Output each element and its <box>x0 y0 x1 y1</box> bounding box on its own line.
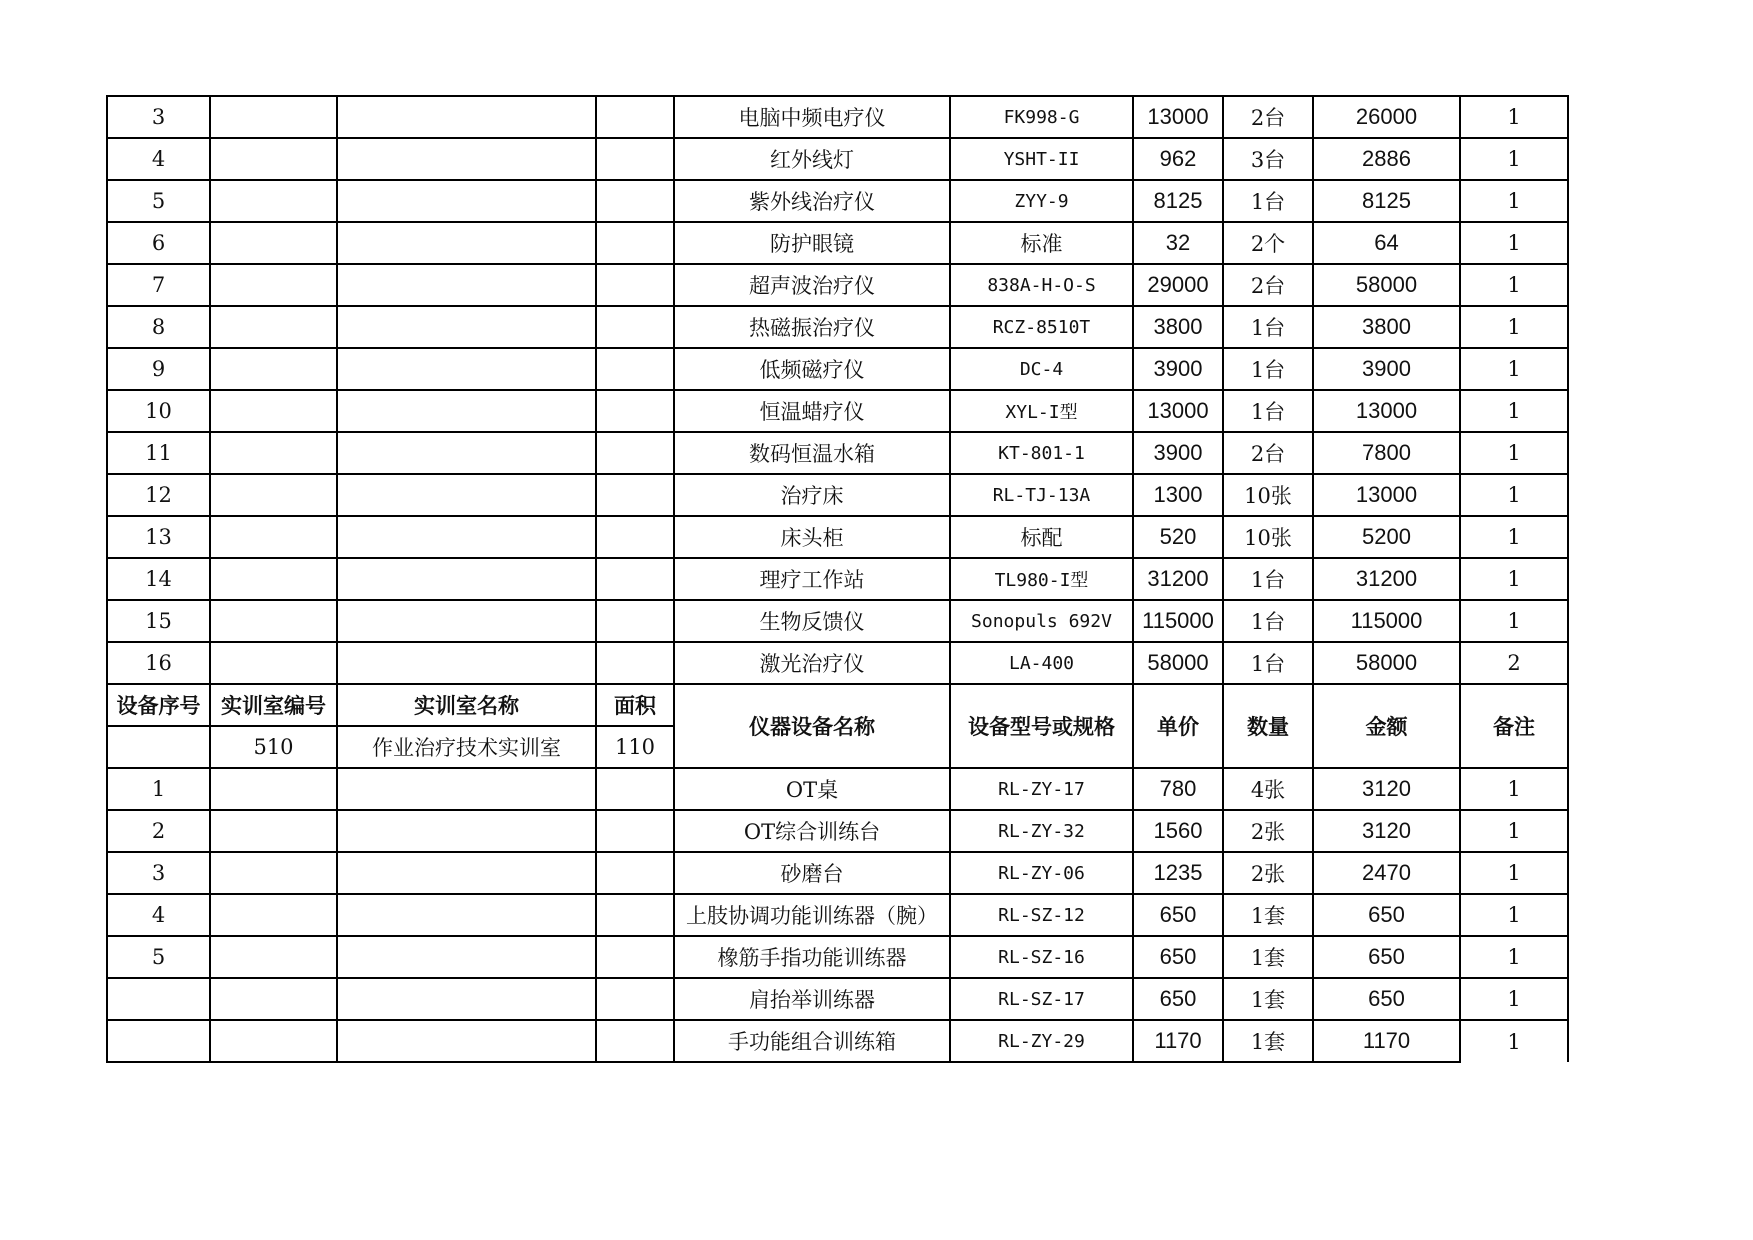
cell-amount: 8125 <box>1313 180 1460 222</box>
cell-device-name: 防护眼镜 <box>674 222 950 264</box>
cell-area <box>596 138 674 180</box>
cell-qty: 3台 <box>1223 138 1313 180</box>
table-row <box>107 978 1568 1020</box>
cell-price: 13000 <box>1133 96 1223 138</box>
cell-device-name: 上肢协调功能训练器（腕） <box>674 894 950 936</box>
cell-seq: 8 <box>107 306 210 348</box>
room-area: 110 <box>596 726 674 768</box>
header-room-no: 实训室编号 <box>210 684 337 726</box>
cell-seq <box>107 978 210 1020</box>
cell-qty: 4张 <box>1223 768 1313 810</box>
cell-room-no <box>210 306 337 348</box>
cell-area <box>596 978 674 1020</box>
cell-seq <box>107 1020 210 1062</box>
cell-amount: 7800 <box>1313 432 1460 474</box>
cell-qty: 1台 <box>1223 180 1313 222</box>
table-row <box>107 810 1568 852</box>
cell-qty: 1台 <box>1223 390 1313 432</box>
cell-amount: 1170 <box>1313 1020 1460 1062</box>
cell-room-no <box>210 852 337 894</box>
cell-qty: 1台 <box>1223 600 1313 642</box>
cell-qty: 10张 <box>1223 516 1313 558</box>
cell-room-no <box>210 264 337 306</box>
cell-room-no <box>210 180 337 222</box>
cell-area <box>596 852 674 894</box>
cell-seq: 16 <box>107 642 210 684</box>
cell-device-name: 低频磁疗仪 <box>674 348 950 390</box>
cell-room-no <box>210 474 337 516</box>
cell-price: 3900 <box>1133 432 1223 474</box>
cell-room-name <box>337 768 596 810</box>
table-row <box>107 390 1568 432</box>
cell-room-name <box>337 1020 596 1062</box>
cell-room-no <box>210 768 337 810</box>
cell-seq: 7 <box>107 264 210 306</box>
cell-model: RL-ZY-17 <box>950 768 1133 810</box>
header-note: 备注 <box>1460 684 1568 768</box>
cell-qty: 1台 <box>1223 558 1313 600</box>
cell-amount: 13000 <box>1313 474 1460 516</box>
cell-amount: 64 <box>1313 222 1460 264</box>
cell-room-name <box>337 222 596 264</box>
cell-price: 962 <box>1133 138 1223 180</box>
table-row <box>107 432 1568 474</box>
cell-price: 8125 <box>1133 180 1223 222</box>
cell-room-name <box>337 978 596 1020</box>
table-row <box>107 852 1568 894</box>
header-device-name: 仪器设备名称 <box>674 684 950 768</box>
cell-qty: 1台 <box>1223 348 1313 390</box>
cell-qty: 1套 <box>1223 978 1313 1020</box>
table-row <box>107 558 1568 600</box>
cell-price: 650 <box>1133 894 1223 936</box>
cell-room-no <box>210 810 337 852</box>
cell-qty: 2个 <box>1223 222 1313 264</box>
cell-model: RL-ZY-06 <box>950 852 1133 894</box>
cell-model: XYL-I型 <box>950 390 1133 432</box>
table-row <box>107 936 1568 978</box>
cell-amount: 3120 <box>1313 810 1460 852</box>
cell-price: 115000 <box>1133 600 1223 642</box>
table-row <box>107 348 1568 390</box>
cell-device-name: 超声波治疗仪 <box>674 264 950 306</box>
cell-qty: 1套 <box>1223 936 1313 978</box>
cell-device-name: 生物反馈仪 <box>674 600 950 642</box>
table-row <box>107 138 1568 180</box>
cell-seq: 12 <box>107 474 210 516</box>
cell-device-name: 治疗床 <box>674 474 950 516</box>
cell-model: RL-SZ-17 <box>950 978 1133 1020</box>
cell-price: 31200 <box>1133 558 1223 600</box>
cell-qty: 1台 <box>1223 306 1313 348</box>
table-row <box>107 642 1568 684</box>
cell-area <box>596 180 674 222</box>
cell-model: LA-400 <box>950 642 1133 684</box>
cell-amount: 58000 <box>1313 264 1460 306</box>
cell-area <box>596 390 674 432</box>
cell-note: 1 <box>1460 390 1568 432</box>
cell-seq: 14 <box>107 558 210 600</box>
cell-model: RL-SZ-16 <box>950 936 1133 978</box>
cell-seq: 6 <box>107 222 210 264</box>
cell-qty: 2台 <box>1223 96 1313 138</box>
cell-qty: 1套 <box>1223 1020 1313 1062</box>
cell-price: 1170 <box>1133 1020 1223 1062</box>
cell-seq: 5 <box>107 936 210 978</box>
cell-price: 780 <box>1133 768 1223 810</box>
cell-model: Sonopuls 692V <box>950 600 1133 642</box>
cell-amount: 650 <box>1313 978 1460 1020</box>
cell-price: 32 <box>1133 222 1223 264</box>
cell-room-name <box>337 432 596 474</box>
cell-room-name <box>337 180 596 222</box>
cell-room-no <box>210 978 337 1020</box>
table-row <box>107 474 1568 516</box>
cell-area <box>596 516 674 558</box>
cell-seq: 4 <box>107 894 210 936</box>
cell-device-name: 手功能组合训练箱 <box>674 1020 950 1062</box>
cell-room-no <box>210 642 337 684</box>
cell-note: 1 <box>1460 474 1568 516</box>
table-row <box>107 96 1568 138</box>
cell-room-name <box>337 810 596 852</box>
cell-device-name: 激光治疗仪 <box>674 642 950 684</box>
cell-amount: 650 <box>1313 936 1460 978</box>
cell-room-name <box>337 516 596 558</box>
cell-note: 1 <box>1460 306 1568 348</box>
cell-area <box>596 1020 674 1062</box>
cell-area <box>596 306 674 348</box>
cell-area <box>596 936 674 978</box>
cell-model: RL-SZ-12 <box>950 894 1133 936</box>
cell-amount: 115000 <box>1313 600 1460 642</box>
cell-qty: 2台 <box>1223 432 1313 474</box>
cell-area <box>596 768 674 810</box>
cell-room-no <box>210 96 337 138</box>
cell-device-name: 电脑中频电疗仪 <box>674 96 950 138</box>
cell-seq: 4 <box>107 138 210 180</box>
cell-area <box>596 558 674 600</box>
cell-note: 1 <box>1460 1020 1568 1062</box>
table-row <box>107 516 1568 558</box>
cell-seq: 13 <box>107 516 210 558</box>
cell-seq: 15 <box>107 600 210 642</box>
cell-amount: 3120 <box>1313 768 1460 810</box>
header-price: 单价 <box>1133 684 1223 768</box>
cell-price: 520 <box>1133 516 1223 558</box>
cell-model: RL-TJ-13A <box>950 474 1133 516</box>
cell-amount: 13000 <box>1313 390 1460 432</box>
cell-seq: 3 <box>107 852 210 894</box>
cell-note: 1 <box>1460 180 1568 222</box>
cell-qty: 2张 <box>1223 852 1313 894</box>
header-qty: 数量 <box>1223 684 1313 768</box>
room-name: 作业治疗技术实训室 <box>337 726 596 768</box>
cell-note: 2 <box>1460 642 1568 684</box>
cell-qty: 2张 <box>1223 810 1313 852</box>
table-row <box>107 306 1568 348</box>
cell-room-no <box>210 600 337 642</box>
cell-model: RL-ZY-29 <box>950 1020 1133 1062</box>
cell-note: 1 <box>1460 810 1568 852</box>
cell-model: 838A-H-O-S <box>950 264 1133 306</box>
cell-amount: 650 <box>1313 894 1460 936</box>
cell-note: 1 <box>1460 768 1568 810</box>
cell-note: 1 <box>1460 348 1568 390</box>
cell-device-name: OT综合训练台 <box>674 810 950 852</box>
cell-model: RL-ZY-32 <box>950 810 1133 852</box>
cell-model: 标准 <box>950 222 1133 264</box>
cell-amount: 3900 <box>1313 348 1460 390</box>
cell-room-name <box>337 306 596 348</box>
cell-model: FK998-G <box>950 96 1133 138</box>
cell-device-name: 热磁振治疗仪 <box>674 306 950 348</box>
cell-area <box>596 810 674 852</box>
cell-room-no <box>210 222 337 264</box>
cell-room-name <box>337 558 596 600</box>
cell-amount: 2470 <box>1313 852 1460 894</box>
cell-note: 1 <box>1460 936 1568 978</box>
cell-qty: 1台 <box>1223 642 1313 684</box>
cell-room-name <box>337 936 596 978</box>
cell-price: 29000 <box>1133 264 1223 306</box>
cell-seq: 3 <box>107 96 210 138</box>
cell-room-name <box>337 474 596 516</box>
cell-price: 1235 <box>1133 852 1223 894</box>
cell-device-name: 床头柜 <box>674 516 950 558</box>
cell-amount: 5200 <box>1313 516 1460 558</box>
cell-device-name: 砂磨台 <box>674 852 950 894</box>
cell-area <box>596 432 674 474</box>
cell-note: 1 <box>1460 96 1568 138</box>
cell-amount: 3800 <box>1313 306 1460 348</box>
cell-room-no <box>210 936 337 978</box>
cell-room-no <box>210 390 337 432</box>
cell-area <box>596 222 674 264</box>
table-row <box>107 222 1568 264</box>
cell-model: RCZ-8510T <box>950 306 1133 348</box>
cell-area <box>596 600 674 642</box>
cell-price: 1560 <box>1133 810 1223 852</box>
table-row <box>107 768 1568 810</box>
cell-device-name: 紫外线治疗仪 <box>674 180 950 222</box>
cell-area <box>596 96 674 138</box>
header-seq: 设备序号 <box>107 684 210 726</box>
cell-room-name <box>337 852 596 894</box>
cell-note: 1 <box>1460 558 1568 600</box>
room-number: 510 <box>210 726 337 768</box>
cell-amount: 58000 <box>1313 642 1460 684</box>
cell-note: 1 <box>1460 852 1568 894</box>
cell-amount: 2886 <box>1313 138 1460 180</box>
cell-model: YSHT-II <box>950 138 1133 180</box>
cell-area <box>596 642 674 684</box>
cell-note: 1 <box>1460 978 1568 1020</box>
cell-room-no <box>210 516 337 558</box>
cell-room-name <box>337 138 596 180</box>
cell-note: 1 <box>1460 432 1568 474</box>
header-row <box>107 684 1568 726</box>
cell-area <box>596 894 674 936</box>
cell-note: 1 <box>1460 894 1568 936</box>
header-model: 设备型号或规格 <box>950 684 1133 768</box>
cell-note: 1 <box>1460 138 1568 180</box>
equipment-table-body <box>107 96 1568 1062</box>
cell-device-name: 红外线灯 <box>674 138 950 180</box>
cell-area <box>596 264 674 306</box>
table-row <box>107 1020 1568 1062</box>
cell-model: ZYY-9 <box>950 180 1133 222</box>
cell-area <box>596 348 674 390</box>
cell-room-name <box>337 600 596 642</box>
cell-room-no <box>210 138 337 180</box>
table-row <box>107 894 1568 936</box>
cell-note: 1 <box>1460 222 1568 264</box>
cell-device-name: 橡筋手指功能训练器 <box>674 936 950 978</box>
cell-room-name <box>337 96 596 138</box>
cell-qty: 1套 <box>1223 894 1313 936</box>
cell-seq: 11 <box>107 432 210 474</box>
cell-seq: 10 <box>107 390 210 432</box>
cell-area <box>596 474 674 516</box>
cell-room-name <box>337 348 596 390</box>
table-row <box>107 264 1568 306</box>
cell-price: 13000 <box>1133 390 1223 432</box>
header-room-name: 实训室名称 <box>337 684 596 726</box>
cell-device-name: 恒温蜡疗仪 <box>674 390 950 432</box>
room-seq <box>107 726 210 768</box>
header-amount: 金额 <box>1313 684 1460 768</box>
cell-price: 3900 <box>1133 348 1223 390</box>
equipment-table <box>106 95 1569 1063</box>
cell-model: KT-801-1 <box>950 432 1133 474</box>
cell-note: 1 <box>1460 600 1568 642</box>
cell-device-name: 理疗工作站 <box>674 558 950 600</box>
cell-room-no <box>210 558 337 600</box>
cell-seq: 2 <box>107 810 210 852</box>
cell-model: 标配 <box>950 516 1133 558</box>
cell-device-name: 肩抬举训练器 <box>674 978 950 1020</box>
table-row <box>107 600 1568 642</box>
cell-price: 58000 <box>1133 642 1223 684</box>
cell-seq: 1 <box>107 768 210 810</box>
cell-amount: 26000 <box>1313 96 1460 138</box>
cell-note: 1 <box>1460 516 1568 558</box>
cell-price: 3800 <box>1133 306 1223 348</box>
cell-seq: 5 <box>107 180 210 222</box>
cell-price: 650 <box>1133 978 1223 1020</box>
cell-seq: 9 <box>107 348 210 390</box>
cell-room-name <box>337 264 596 306</box>
cell-qty: 2台 <box>1223 264 1313 306</box>
cell-room-no <box>210 348 337 390</box>
cell-room-no <box>210 894 337 936</box>
cell-room-no <box>210 1020 337 1062</box>
cell-device-name: OT桌 <box>674 768 950 810</box>
cell-price: 1300 <box>1133 474 1223 516</box>
cell-model: DC-4 <box>950 348 1133 390</box>
cell-model: TL980-I型 <box>950 558 1133 600</box>
cell-device-name: 数码恒温水箱 <box>674 432 950 474</box>
cell-room-name <box>337 894 596 936</box>
header-area: 面积 <box>596 684 674 726</box>
table-row <box>107 180 1568 222</box>
cell-amount: 31200 <box>1313 558 1460 600</box>
cell-note: 1 <box>1460 264 1568 306</box>
cell-price: 650 <box>1133 936 1223 978</box>
cell-room-no <box>210 432 337 474</box>
cell-room-name <box>337 390 596 432</box>
cell-room-name <box>337 642 596 684</box>
cell-qty: 10张 <box>1223 474 1313 516</box>
